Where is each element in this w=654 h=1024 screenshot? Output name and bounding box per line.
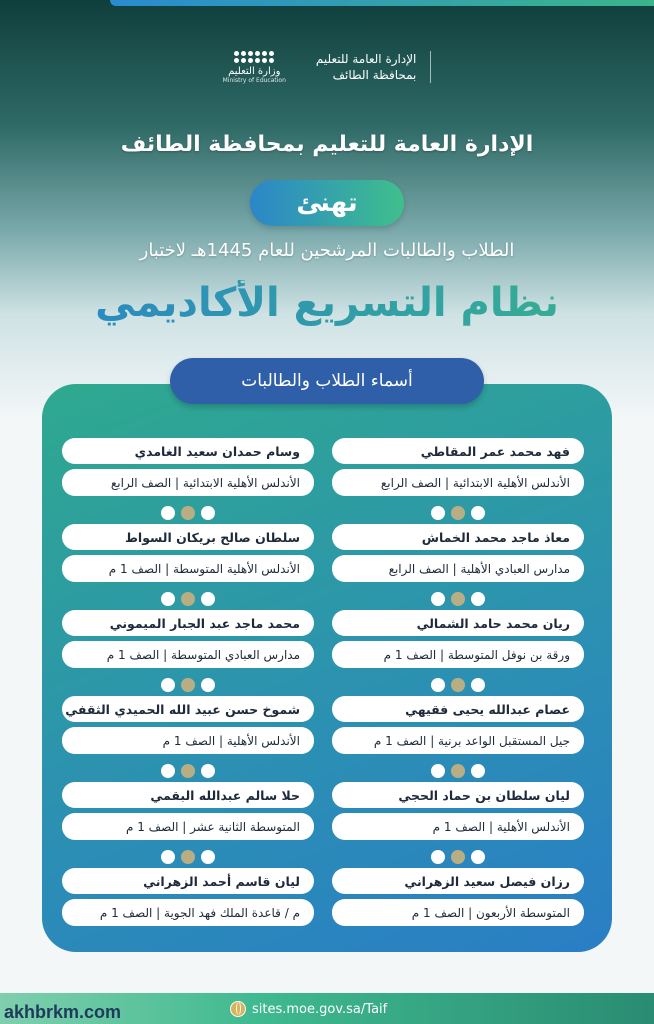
student-card [332, 782, 584, 868]
dot [161, 592, 175, 606]
dot [201, 506, 215, 520]
student-name: فهد محمد عمر المقاطي [332, 438, 584, 464]
student-name: ليان سلطان بن حماد الحجي [332, 782, 584, 808]
program-title: نظام التسريع الأكاديمي [0, 280, 654, 326]
subline: الطلاب والطالبات المرشحين للعام 1445هـ لاختبار [139, 240, 515, 261]
student-card [332, 696, 584, 782]
divider-dots [332, 764, 584, 778]
dot [181, 678, 195, 692]
dot [431, 850, 445, 864]
divider-dots [332, 678, 584, 692]
dot [471, 764, 485, 778]
watermark: akhbrkm.com [4, 1002, 122, 1022]
top-accent-bar [110, 0, 654, 6]
student-school: الأندلس الأهلية الابتدائية | الصف الرابع [62, 469, 314, 496]
dot [161, 764, 175, 778]
student-card [62, 438, 314, 524]
admin-title [316, 51, 431, 83]
footer-link[interactable] [230, 998, 387, 1020]
header [0, 42, 654, 92]
student-school: جيل المستقبل الواعد برنية | الصف 1 م [332, 727, 584, 754]
student-school: مدارس العبادي المتوسطة | الصف 1 م [62, 641, 314, 668]
dot [431, 678, 445, 692]
main-title: الإدارة العامة للتعليم بمحافظة الطائف [120, 132, 534, 157]
ministry-name-ar: وزارة التعليم [228, 65, 281, 77]
ministry-logo [223, 51, 286, 84]
student-name: معاذ ماجد محمد الخماش [332, 524, 584, 550]
divider-dots [62, 506, 314, 520]
student-name: وسام حمدان سعيد الغامدي [62, 438, 314, 464]
dot [201, 850, 215, 864]
student-school: المتوسطة الثانية عشر | الصف 1 م [62, 813, 314, 840]
divider-dots [62, 764, 314, 778]
dot [451, 592, 465, 606]
dot [201, 592, 215, 606]
dot [181, 850, 195, 864]
footer-url-text: sites.moe.gov.sa/Taif [252, 1001, 388, 1017]
student-card [62, 696, 314, 782]
names-label: أسماء الطلاب والطالبات [170, 358, 484, 404]
student-school: الأندلس الأهلية الابتدائية | الصف الرابع [332, 469, 584, 496]
dot [181, 506, 195, 520]
divider-dots [332, 506, 584, 520]
student-school: المتوسطة الأربعون | الصف 1 م [332, 899, 584, 926]
dot [471, 506, 485, 520]
divider-dots [332, 850, 584, 864]
student-card [62, 868, 314, 954]
student-school: ورقة بن نوفل المتوسطة | الصف 1 م [332, 641, 584, 668]
congrats-badge: تهنئ [250, 180, 404, 226]
divider-dots [62, 678, 314, 692]
dot [201, 764, 215, 778]
student-name: شموخ حسن عبيد الله الحميدي الثقفي [62, 696, 314, 722]
student-card [62, 782, 314, 868]
ministry-name-en: Ministry of Education [222, 76, 286, 84]
student-school: الأندلس الأهلية | الصف 1 م [332, 813, 584, 840]
dot [431, 764, 445, 778]
ministry-logo-icon [234, 51, 274, 63]
globe-icon [230, 1001, 246, 1017]
student-school: الأندلس الأهلية المتوسطة | الصف 1 م [62, 555, 314, 582]
dot [431, 592, 445, 606]
dot [161, 850, 175, 864]
dot [161, 678, 175, 692]
dot [201, 678, 215, 692]
dot [451, 506, 465, 520]
dot [471, 850, 485, 864]
dot [451, 850, 465, 864]
student-name: عصام عبدالله يحيى فقيهي [332, 696, 584, 722]
student-school: الأندلس الأهلية | الصف 1 م [62, 727, 314, 754]
dot [471, 678, 485, 692]
student-card [62, 610, 314, 696]
student-name: حلا سالم عبدالله البقمي [62, 782, 314, 808]
student-name: سلطان صالح بريكان السواط [62, 524, 314, 550]
admin-line-1: الإدارة العامة للتعليم [315, 52, 417, 66]
divider-dots [62, 850, 314, 864]
student-card [332, 610, 584, 696]
dot [471, 592, 485, 606]
student-school: مدارس العبادي الأهلية | الصف الرابع [332, 555, 584, 582]
admin-line-2: بمحافظة الطائف [332, 68, 417, 82]
dot [181, 592, 195, 606]
dot [181, 764, 195, 778]
student-name: رزان فيصل سعيد الزهراني [332, 868, 584, 894]
student-card [332, 438, 584, 524]
dot [431, 506, 445, 520]
student-name: محمد ماجد عبد الجبار الميموني [62, 610, 314, 636]
divider-dots [62, 592, 314, 606]
student-card [62, 524, 314, 610]
students-grid [62, 438, 584, 954]
dot [451, 764, 465, 778]
student-name: ليان قاسم أحمد الزهراني [62, 868, 314, 894]
student-school: م / قاعدة الملك فهد الجوية | الصف 1 م [62, 899, 314, 926]
student-card [332, 524, 584, 610]
student-name: ريان محمد حامد الشمالي [332, 610, 584, 636]
dot [451, 678, 465, 692]
divider-dots [332, 592, 584, 606]
student-card [332, 868, 584, 954]
dot [161, 506, 175, 520]
